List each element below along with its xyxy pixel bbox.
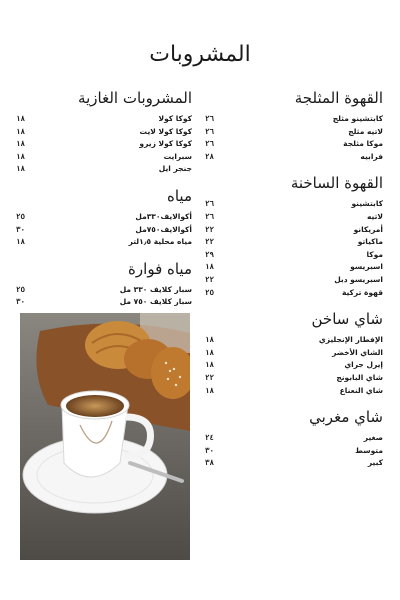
item-price: ٢٦ bbox=[205, 211, 215, 221]
menu-item bbox=[16, 126, 192, 139]
item-price: ١٨ bbox=[16, 164, 26, 174]
menu-item bbox=[205, 457, 383, 470]
menu-section bbox=[205, 171, 383, 299]
item-price: ٢٢ bbox=[205, 372, 215, 382]
item-price: ٢٨ bbox=[205, 151, 215, 161]
item-name: فرابيه bbox=[360, 151, 383, 161]
section-title-soft-drinks: المشروبات الغازية bbox=[78, 89, 192, 107]
menu-item bbox=[205, 432, 383, 445]
item-price: ١٨ bbox=[205, 385, 215, 395]
item-price: ٣٠ bbox=[16, 224, 26, 234]
menu-item bbox=[205, 151, 383, 164]
item-name: لاتيه bbox=[366, 211, 383, 221]
item-name: جنجر ايل bbox=[158, 164, 192, 174]
menu-section bbox=[16, 184, 192, 249]
menu-section bbox=[205, 405, 383, 470]
item-name: الشاي الأخضر bbox=[332, 347, 383, 357]
item-name: قهوة تركية bbox=[341, 287, 383, 297]
item-price: ١٨ bbox=[16, 114, 26, 123]
item-name: لاتيه مثلج bbox=[348, 126, 383, 136]
item-name: شاي البابونج bbox=[336, 372, 383, 382]
menu-item bbox=[205, 236, 383, 249]
item-name: كابتشينو مثلج bbox=[332, 114, 383, 123]
menu-item bbox=[205, 211, 383, 224]
item-price: ٣٠ bbox=[16, 297, 26, 307]
item-price: ١٨ bbox=[16, 237, 26, 247]
menu-item bbox=[16, 151, 192, 164]
item-name: كوكا كولا لايت bbox=[139, 126, 192, 136]
menu-item bbox=[205, 138, 383, 151]
menu-item bbox=[205, 126, 383, 139]
menu-item bbox=[16, 224, 192, 237]
menu-section bbox=[205, 307, 383, 397]
menu-item bbox=[205, 359, 383, 372]
item-price: ٢٢ bbox=[205, 237, 215, 247]
right-menu-column bbox=[205, 86, 383, 478]
item-price: ١٨ bbox=[205, 360, 215, 370]
item-name: إيرل جراي bbox=[344, 360, 383, 370]
section-title-hot-coffee: القهوة الساخنة bbox=[290, 174, 383, 193]
menu-item bbox=[16, 138, 192, 151]
section-title-water: مياه bbox=[167, 186, 192, 205]
item-price: ٣٨ bbox=[205, 458, 215, 468]
coffee-surface bbox=[66, 395, 124, 417]
menu-section bbox=[16, 257, 192, 309]
item-price: ٢٢ bbox=[205, 274, 215, 284]
menu-item bbox=[16, 284, 192, 297]
item-name: ماكياتو bbox=[357, 237, 383, 247]
menu-item bbox=[16, 113, 192, 126]
menu-item bbox=[205, 334, 383, 347]
menu-item bbox=[16, 296, 192, 309]
menu-item bbox=[205, 261, 383, 274]
menu-item bbox=[205, 224, 383, 237]
item-name: متوسط bbox=[355, 445, 383, 455]
item-name: موكا bbox=[366, 249, 383, 259]
item-price: ٢٦ bbox=[205, 139, 215, 149]
left-menu-column bbox=[16, 86, 192, 317]
item-price: ٢٦ bbox=[205, 199, 215, 209]
section-title-moroccan-tea: شاي مغربي bbox=[309, 408, 383, 427]
item-name: أكوالايف٧٥٠مل bbox=[135, 224, 192, 234]
section-title-iced-coffee: القهوة المثلجة bbox=[294, 89, 383, 107]
item-price: ٢٥ bbox=[16, 284, 26, 294]
item-name: اسبريسو bbox=[350, 262, 383, 272]
menu-item bbox=[205, 287, 383, 300]
item-name: اسبريسو دبل bbox=[334, 274, 383, 284]
menu-item bbox=[205, 274, 383, 287]
item-name: أكوالايف٣٣٠مل bbox=[135, 211, 192, 221]
item-name: سبار كلايف ٧٥٠ مل bbox=[119, 297, 192, 307]
item-name: أمريكانو bbox=[353, 224, 383, 234]
item-name: سبرايت bbox=[163, 151, 192, 161]
item-price: ٢٤ bbox=[205, 433, 215, 443]
menu-item bbox=[205, 372, 383, 385]
item-name: صغير bbox=[363, 433, 383, 443]
item-price: ٣٠ bbox=[205, 445, 215, 455]
menu-item bbox=[16, 211, 192, 224]
item-name: سبار كلايف ٣٣٠ مل bbox=[119, 284, 192, 294]
item-price: ١٨ bbox=[16, 139, 26, 149]
page-title: المشروبات bbox=[149, 42, 251, 67]
item-name: كبير bbox=[367, 458, 383, 468]
item-price: ١٨ bbox=[205, 262, 215, 272]
item-price: ١٨ bbox=[16, 151, 26, 161]
menu-item bbox=[16, 163, 192, 176]
item-name: موكا مثلجة bbox=[343, 139, 383, 149]
item-price: ٢٦ bbox=[205, 114, 215, 123]
item-price: ٢٥ bbox=[205, 287, 215, 297]
menu-item bbox=[16, 236, 192, 249]
menu-item bbox=[205, 445, 383, 458]
item-price: ١٨ bbox=[205, 335, 215, 345]
item-price: ١٨ bbox=[205, 347, 215, 357]
item-price: ٢٢ bbox=[205, 224, 215, 234]
menu-item bbox=[205, 249, 383, 262]
menu-item bbox=[205, 198, 383, 211]
menu-item bbox=[205, 347, 383, 360]
menu-item bbox=[205, 385, 383, 398]
item-price: ١٨ bbox=[16, 126, 26, 136]
section-title-hot-tea: شاي ساخن bbox=[311, 310, 383, 329]
item-price: ٢٥ bbox=[16, 211, 26, 221]
menu-section bbox=[205, 86, 383, 163]
item-name: الإفطار الإنجليزي bbox=[318, 335, 383, 345]
section-title-sparkling-water: مياه فوارة bbox=[128, 259, 192, 278]
item-price: ٢٩ bbox=[205, 249, 215, 259]
item-name: مياه محلية ١٫٥لتر bbox=[128, 237, 192, 247]
coffee-cup-with-pastries-photo bbox=[20, 313, 190, 560]
item-name: كابتشينو bbox=[351, 199, 383, 209]
item-name: كوكا كولا bbox=[158, 114, 192, 123]
item-name: كوكا كولا زيرو bbox=[139, 139, 192, 149]
item-name: شاي النعناع bbox=[339, 385, 383, 395]
menu-item bbox=[205, 113, 383, 126]
menu-section bbox=[16, 86, 192, 176]
item-price: ٢٦ bbox=[205, 126, 215, 136]
